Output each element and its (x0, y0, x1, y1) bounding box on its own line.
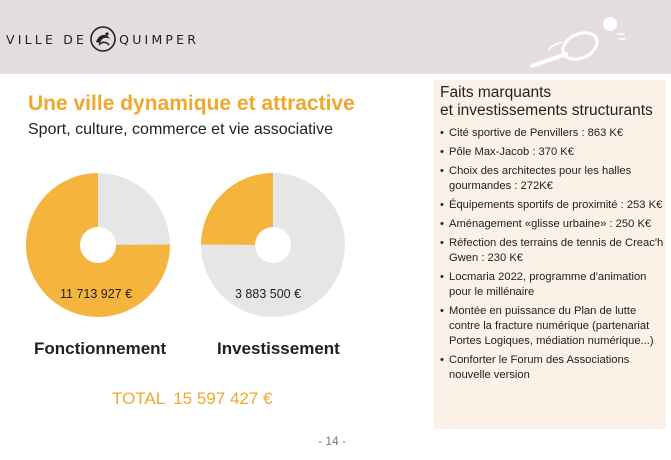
pie-caption-investissement: Investissement (217, 339, 340, 358)
pie-caption-fonctionnement: Fonctionnement (34, 339, 167, 358)
panel-title-line2: et investissements structurants (440, 102, 653, 119)
tennis-racket-icon (518, 8, 628, 68)
list-item: • Aménagement «glisse urbaine» : 250 K€ (440, 217, 668, 232)
pie-chart-fonctionnement (24, 171, 172, 324)
panel-title (440, 84, 653, 120)
page-subtitle: Sport, culture, commerce et vie associative (28, 121, 334, 138)
total-value: 15 597 427 € (173, 389, 273, 408)
pie-value-label-investissement: 3 883 500 € (235, 287, 302, 301)
page-title: Une ville dynamique et attractive (28, 92, 355, 115)
list-item: • Locmaria 2022, programme d'animation pour le millénaire (440, 270, 668, 300)
list-item: • Pôle Max-Jacob : 370 K€ (440, 145, 668, 160)
pie-center-hole-fonctionnement (80, 227, 116, 263)
page-number: - 14 - (318, 434, 347, 448)
pie-value-label-fonctionnement: 11 713 927 € (60, 287, 133, 301)
panel-title-line1: Faits marquants (440, 84, 552, 101)
total-label: TOTAL (112, 389, 166, 408)
logo-text-right: QUIMPER (119, 31, 200, 47)
logo-text-left: VILLE DE (6, 31, 88, 47)
city-logo (6, 30, 199, 48)
list-item: • Choix des architectes pour les halles gourmandes : 272K€ (440, 164, 668, 194)
total-line (112, 389, 272, 409)
pie-chart-investissement (199, 171, 347, 324)
list-item: • Cité sportive de Penvillers : 863 K€ (440, 126, 668, 141)
list-item: • Montée en puissance du Plan de lutte contre la fracture numérique (partenariat Portes Logiques, médiation numérique...) (440, 304, 668, 349)
pie-center-hole-investissement (255, 227, 291, 263)
list-item: • Équipements sportifs de proximité : 253 K€ (440, 198, 668, 213)
list-item: • Conforter le Forum des Associations nouvelle version (440, 353, 668, 383)
list-item: • Réfection des terrains de tennis de Creac'h Gwen : 230 K€ (440, 236, 668, 266)
header-band (0, 0, 671, 74)
quimper-emblem-icon (89, 25, 117, 53)
highlights-list (440, 126, 668, 387)
